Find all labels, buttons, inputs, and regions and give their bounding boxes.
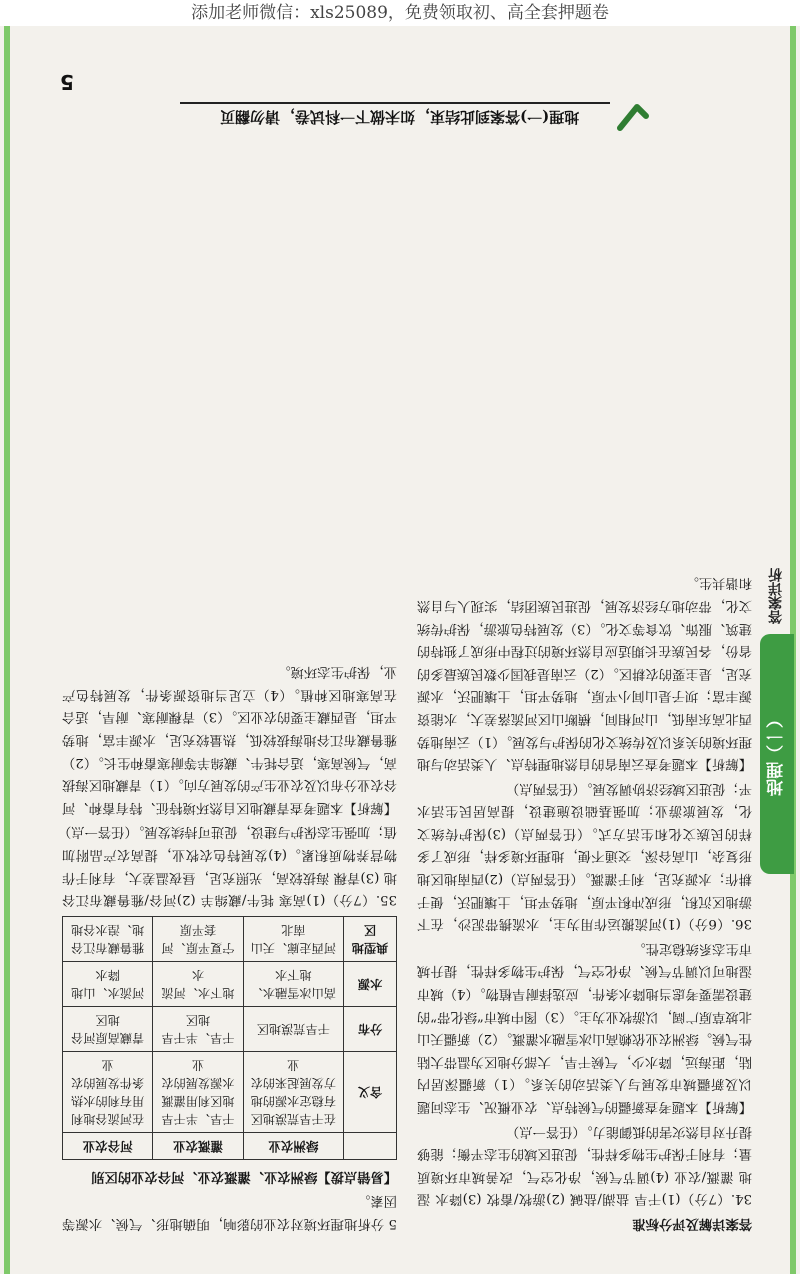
q36-analysis: 【解析】本题考查云南省的自然地理特点、人类活动与地理环境的关系以及传统文化的保护与发展。（1）云南地势西北高东南低，山河相间，横断山区河流落差大，水能资源丰富；坝子是山间小平原，地势平坦，土壤肥沃，水源充足，是主要的农耕区。（2）云南是我国少数民族最多的省份，各民族在长期适应自然环境的过程中形成了独特的建筑、服饰、饮食等文化。（3）发展特色旅游，保护传统文化，带动地方经济发展，促进民族团结，实现人与自然和谐共生。 [417,575,752,772]
q34-analysis: 【解析】本题考查新疆的气候特点、农业概况、生态问题以及新疆城市发展与人类活动的关系。（1）新疆深居内陆，距海远，降水少，气候干旱，大部分地区为温带大陆性气候。绿洲农业依赖高山冰雪融水灌溉。（2）新疆天山北坡草原广阔，以游牧业为主。（3）图中城市“绿化带”的建设需要考虑当地降水条件，应选择耐旱植物。（4）城市湿地可以调节气候、净化空气，保护生物多样性，提升城市生态系统稳定性。 [417,940,752,1115]
table-title: 【易错点拨】绿洲农业、灌溉农业、河谷农业的区别 [91,1168,397,1184]
q35-answer: 35.（7分）(1)高寒 牦牛/藏绵羊 (2)河谷/雅鲁藏布江谷地 (3)青稞 海拔较高，光照充足，昼夜温差大，有利于作物营养物质积累。(4)发展特色农牧业，提高农产品附加值；加强生态保护与建设，促进可持续发展。（任答一点） [57,824,397,908]
table-cell: 在河流谷地利用有利的水热条件发展的农业 [63,1052,153,1133]
intro-heading: 答案详解及评分标准 [632,1216,752,1231]
section-label: 答案详析 [768,568,784,624]
table-cell: 雅鲁藏布江谷地、湟水谷地 [63,917,153,962]
table-header-row [63,1133,397,1160]
subject-tab: 地理（一） [760,634,794,874]
scanned-page [0,26,800,1274]
table-row [63,1052,397,1133]
banner-text: 添加老师微信：xls25089，免费领取初、高全套押题卷 [0,0,800,26]
table-header-cell: 绿洲农业 [243,1133,343,1160]
table-cell: 高山冰雪融水、地下水 [243,962,343,1007]
table-row-header: 水源 [344,962,397,1007]
table-cell: 地下水、河流水 [153,962,243,1007]
table-cell: 河西走廊、天山南北 [243,917,343,962]
q34-answer: 34.（7分）(1)干旱 盐湖/盐碱 (2)游牧/畜牧 (3)降水 湿地 灌溉/农业 (4)调节气候，净化空气，改善城市环境质量；有利于保护生物多样性，促进区域的生态平衡；能够提升对自然灾害的抵御能力。（任答一点） [417,1123,752,1207]
table-row-header: 典型地区 [344,917,397,962]
table-cell: 干旱荒漠地区 [243,1007,343,1052]
table-row-header: 分布 [344,1007,397,1052]
table-cell: 干旱、半干旱地区 [153,1007,243,1052]
table-cell: 干旱、半干旱地区利用灌溉水源发展的农业 [153,1052,243,1133]
table-row-header: 含义 [344,1052,397,1133]
end-banner: 地理(一)答案到此结束，如未做下一科试卷，请勿翻页 [180,102,610,132]
table-row [63,1007,397,1052]
q35-analysis: 【解析】本题考查青藏地区自然环境特征、特有畜种、河谷农业分布以及农业生产的发展方向。（1）青藏地区海拔高，气候高寒，适合牦牛、藏绵羊等耐寒畜种生长。（2）雅鲁藏布江谷地海拔较低，热量较充足，水源丰富，地势平坦，是西藏主要的农业区。（3）青稞耐寒、耐旱，适合在高寒地区种植。（4）立足当地资源条件，发展特色产业，保护生态环境。 [62,664,397,815]
table-header-cell: 灌溉农业 [153,1133,243,1160]
answer-column-left [417,569,752,1234]
analysis-continuation: 5 分析地理环境对农业的影响，明确地形、气候、水源等因素。 [62,1193,397,1231]
table-row [63,962,397,1007]
answer-column-right [57,658,397,1234]
green-edge-bar [4,26,10,1274]
q36-answer: 36.（6分）(1)河流搬运作用为主，水流携带泥沙，在下游地区沉积，形成冲积平原，地势平坦，土壤肥沃，便于耕作；水源充足，利于灌溉。（任答两点）(2)西南地区地形复杂，山高谷深，交通不便，地理环境多样，形成了多样的民族文化和生活方式。（任答两点）(3)保护传统文化，发展旅游业；加强基础设施建设，提高居民生活水平；促进区域经济协调发展。（任答两点） [417,780,752,932]
check-icon [616,100,650,134]
table-cell: 河流水、山地降水 [63,962,153,1007]
table-cell: 青藏高原河谷地区 [63,1007,153,1052]
table-header-cell: 河谷农业 [63,1133,153,1160]
page-number: 5 [60,70,74,94]
table-cell: 在干旱荒漠地区有稳定水源的地方发展起来的农业 [243,1052,343,1133]
table-row [63,917,397,962]
table-cell: 宁夏平原、河套平原 [153,917,243,962]
comparison-table [62,916,397,1160]
table-header-cell [344,1133,397,1160]
